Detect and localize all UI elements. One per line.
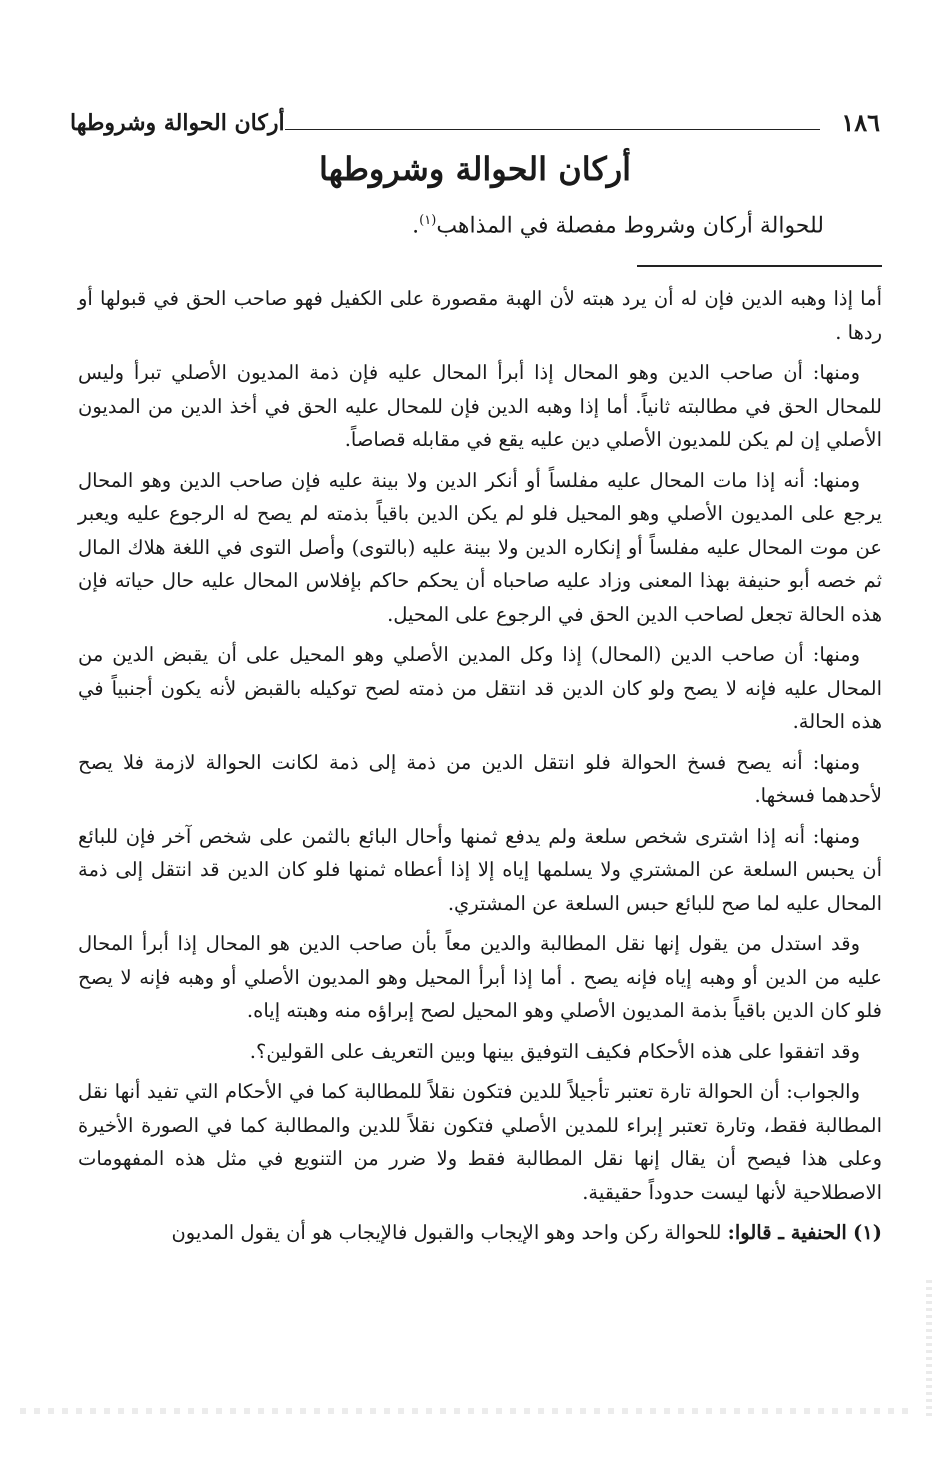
running-header	[70, 108, 880, 148]
scan-bottom-noise	[20, 1408, 914, 1414]
scan-edge-noise	[926, 1280, 932, 1420]
intro-line	[412, 213, 824, 238]
intro-end: .	[412, 213, 420, 239]
footnote-body	[78, 282, 882, 1257]
paragraph: ومنها: أن صاحب الدين (المحال) إذا وكل المدين الأصلي وهو المحيل على أن يقبض الدين من المحال عليه فإنه لا يصح ولو كان الدين قد انتقل من ذمته لصح توكيله بالقبض لأنه يكون أجنبياً في هذه الحالة.	[78, 643, 882, 733]
paragraph: ومنها: أنه إذا مات المحال عليه مفلساً أو أنكر الدين ولا بينة عليه فإن صاحب الدين وهو المحال يرجع على المديون الأصلي وهو المحيل فلو لم يكن الدين باقياً بذمته لم يصح له الرجوع عليه ويعبر عن موت المحال عليه مفلساً أو إنكاره الدين ولا بينة عليه (بالتوى) وأصل التوى في اللغة هلاك المال ثم خصه أبو حنيفة بهذا المعنى وزاد عليه صاحباه أن يحكم حاكم بإفلاس المحال عليه حال حياته فإن هذه الحالة تجعل لصاحب الدين الحق في الرجوع على المحيل.	[78, 468, 882, 626]
paragraph: وقد استدل من يقول إنها نقل المطالبة والدين معاً بأن صاحب الدين هو المحال إذا أبرأ المحال عليه من الدين أو وهبه إياه فإنه يصح . أما إذا أبرأ المحيل وهو المديون الأصلي أو وهبه فإنه لا يصح فلو كان الدين باقياً بذمة المديون الأصلي وهو المحيل لصح إبراؤه منه وهبته إياه.	[78, 932, 882, 1022]
paragraph: أما إذا وهبه الدين فإن له أن يرد هبته لأن الهبة مقصورة على الكفيل فهو صاحب الحق في قبولها أو ردها .	[78, 287, 882, 344]
footnote-label: (١)	[853, 1221, 882, 1244]
header-rule	[285, 129, 820, 130]
intro-text: للحوالة أركان وشروط مفصلة في المذاهب	[436, 213, 824, 239]
paragraph: والجواب: أن الحوالة تارة تعتبر تأجيلاً للدين فتكون نقلاً للمطالبة كما في الأحكام التي تفيد أنها نقل المطالبة فقط، وتارة تعتبر إبراء للمدين الأصلي فتكون نقلاً للدين والمطالبة كما في الصورة الأخيرة وعلى هذا فيصح أن يقال إنها نقل المطالبة فقط ولا ضرر من التنويع في مثل هذه المفهومات الاصطلاحية لأنها ليست حدوداً حقيقية.	[78, 1080, 882, 1204]
paragraph: ومنها: أنه إذا اشترى شخص سلعة ولم يدفع ثمنها وأحال البائع بالثمن على شخص آخر فإن للبائع أن يحبس السلعة عن المشتري ولا يسلمها إياه إلا إذا أعطاه ثمنها فلو كان الدين قد انتقل إلى ذمة المحال عليه لما صح للبائع حبس السلعة عن المشتري.	[78, 824, 882, 915]
footnote-ref: (١)	[419, 213, 437, 228]
footnote-heading: الحنفية ـ قالوا:	[727, 1221, 847, 1244]
paragraph: وقد اتفقوا على هذه الأحكام فكيف التوفيق بينها وبين التعريف على القولين؟.	[249, 1039, 860, 1063]
chapter-title: أركان الحوالة وشروطها	[318, 150, 632, 188]
page-number: ١٨٦	[841, 108, 880, 137]
footnote-entry	[78, 1216, 882, 1250]
paragraph: ومنها: أن صاحب الدين وهو المحال إذا أبرأ المحال عليه فإن ذمة المديون الأصلي تبرأ وليس للمحال الحق في مطالبته ثانياً. أما إذا وهبه الدين فإن للمحال عليه الحق في أخذ الدين من المديون الأصلي إن لم يكن للمديون الأصلي دين عليه يقع في مقابله قصاصاً.	[78, 361, 882, 451]
paragraph: ومنها: أنه يصح فسخ الحوالة فلو انتقل الدين من ذمة إلى ذمة لكانت الحوالة لازمة فلا يصح لأحدهما فسخها.	[78, 750, 882, 807]
footnote-separator	[637, 265, 882, 267]
footnote-text: للحوالة ركن واحد وهو الإيجاب والقبول فالإيجاب هو أن يقول المديون	[171, 1221, 722, 1244]
running-title: أركان الحوالة وشروطها	[70, 110, 285, 136]
